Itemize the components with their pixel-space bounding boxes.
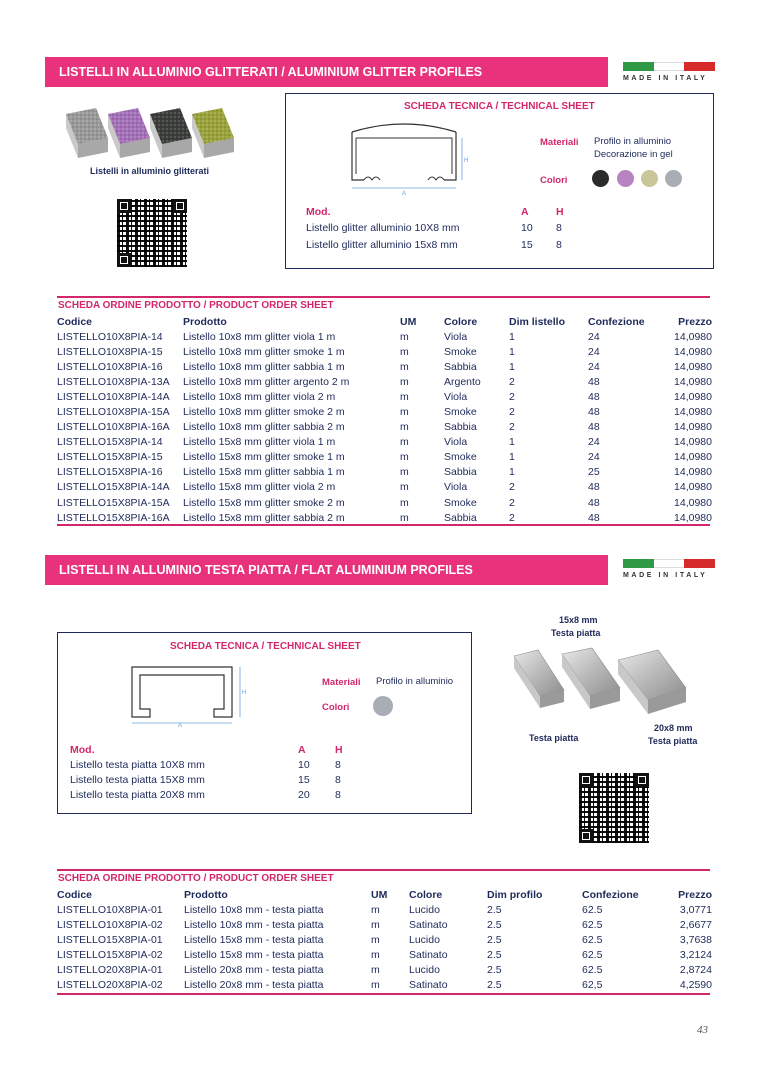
made-in-italy-flag <box>623 559 715 579</box>
page-number: 43 <box>697 1024 708 1036</box>
table-cell: Listello 10x8 mm glitter argento 2 m <box>183 375 350 388</box>
table-cell: 2,6677 <box>679 918 712 931</box>
table-cell: m <box>371 948 380 961</box>
table-cell: 14,0980 <box>674 466 712 479</box>
column-header: Dim listello <box>509 315 566 328</box>
table-cell: 14,0980 <box>674 481 712 494</box>
table-cell: 48 <box>588 511 600 524</box>
h-header: H <box>556 206 564 218</box>
image-label: 15x8 mm <box>559 615 598 625</box>
section1-banner: LISTELLI IN ALLUMINIO GLITTERATI / ALUMINIUM GLITTER PROFILES <box>45 57 608 87</box>
model-h: 8 <box>556 222 562 234</box>
swatch-silver <box>665 170 682 187</box>
table-cell: LISTELLO10X8PIA-15A <box>57 406 170 419</box>
table-cell: m <box>400 451 409 464</box>
image-label: Testa piatta <box>529 733 579 743</box>
table-cell: m <box>400 375 409 388</box>
table-cell: 2 <box>509 511 515 524</box>
column-header: UM <box>400 315 417 328</box>
table-cell: 62.5 <box>582 918 603 931</box>
table-cell: m <box>400 345 409 358</box>
model-name: Listello glitter alluminio 10X8 mm <box>306 222 460 234</box>
column-header: Prezzo <box>678 888 712 901</box>
table-row <box>57 435 712 450</box>
table-cell: Smoke <box>444 496 477 509</box>
model-a: 10 <box>298 759 310 771</box>
table-cell: LISTELLO10X8PIA-13A <box>57 375 170 388</box>
table-row <box>57 389 712 404</box>
table-cell: 1 <box>509 451 515 464</box>
table-cell: LISTELLO10X8PIA-01 <box>57 903 163 916</box>
order-sheet-title: SCHEDA ORDINE PRODOTTO / PRODUCT ORDER SHEET <box>58 873 334 884</box>
table-cell: m <box>400 511 409 524</box>
table-cell: LISTELLO10X8PIA-02 <box>57 918 163 931</box>
table-cell: Listello 20x8 mm - testa piatta <box>184 979 324 992</box>
glitter-profile <box>150 108 192 158</box>
order-table <box>57 887 712 993</box>
table-row <box>57 329 712 344</box>
table-row <box>57 344 712 359</box>
table-cell: 62.5 <box>582 963 603 976</box>
swatch-violet <box>617 170 634 187</box>
table-cell: 48 <box>588 406 600 419</box>
model-a: 20 <box>298 789 310 801</box>
glitter-profile <box>192 108 234 158</box>
table-row <box>57 420 712 435</box>
table-cell: Listello 10x8 mm glitter sabbia 1 m <box>183 360 345 373</box>
table-cell: 3,2124 <box>679 948 712 961</box>
table-cell: m <box>400 466 409 479</box>
table-cell: LISTELLO10X8PIA-14 <box>57 330 163 343</box>
table-cell: LISTELLO15X8PIA-15 <box>57 451 163 464</box>
svg-text:H: H <box>464 158 469 164</box>
glitter-profile <box>108 108 150 158</box>
table-cell: 14,0980 <box>674 511 712 524</box>
table-cell: Listello 15x8 mm glitter sabbia 1 m <box>183 466 345 479</box>
table-cell: LISTELLO15X8PIA-16A <box>57 511 170 524</box>
table-cell: Listello 10x8 mm glitter smoke 1 m <box>183 345 345 358</box>
materiali-line1: Profilo in alluminio <box>594 136 672 147</box>
table-cell: Satinato <box>409 979 448 992</box>
table-cell: Listello 15x8 mm glitter smoke 2 m <box>183 496 345 509</box>
svg-text:H: H <box>242 690 247 696</box>
table-cell: Sabbia <box>444 511 477 524</box>
table-cell: m <box>400 406 409 419</box>
table-cell: 14,0980 <box>674 375 712 388</box>
table-cell: Listello 10x8 mm glitter smoke 2 m <box>183 406 345 419</box>
table-cell: Smoke <box>444 451 477 464</box>
table-cell: 2 <box>509 496 515 509</box>
made-in-italy-label: MADE IN ITALY <box>623 75 708 82</box>
tech-sheet-panel <box>57 632 472 814</box>
divider <box>57 296 710 298</box>
table-row <box>57 947 712 962</box>
table-cell: 62.5 <box>582 933 603 946</box>
table-cell: 14,0980 <box>674 330 712 343</box>
table-cell: m <box>400 436 409 449</box>
table-cell: LISTELLO15X8PIA-15A <box>57 496 170 509</box>
profile-drawing <box>128 661 260 727</box>
mod-header: Mod. <box>70 744 95 756</box>
section2-banner: LISTELLI IN ALLUMINIO TESTA PIATTA / FLAT ALUMINIUM PROFILES <box>45 555 608 585</box>
table-cell: Listello 10x8 mm glitter viola 2 m <box>183 390 336 403</box>
table-row <box>57 465 712 480</box>
image-caption: Listelli in alluminio glitterati <box>90 166 210 176</box>
table-cell: LISTELLO15X8PIA-14A <box>57 481 170 494</box>
table-cell: 48 <box>588 481 600 494</box>
table-cell: m <box>400 481 409 494</box>
table-header-row <box>57 887 712 902</box>
column-header: Dim profilo <box>487 888 543 901</box>
table-cell: m <box>400 496 409 509</box>
table-row <box>57 404 712 419</box>
mod-header: Mod. <box>306 206 331 218</box>
table-cell: 14,0980 <box>674 436 712 449</box>
table-cell: m <box>400 360 409 373</box>
a-header: A <box>298 744 306 756</box>
table-cell: 2 <box>509 390 515 403</box>
order-table <box>57 314 712 525</box>
glitter-profiles-image <box>62 104 252 164</box>
table-cell: 2.5 <box>487 963 502 976</box>
table-cell: Smoke <box>444 406 477 419</box>
colori-label: Colori <box>322 702 350 713</box>
a-header: A <box>521 206 529 218</box>
table-cell: Listello 10x8 mm glitter viola 1 m <box>183 330 336 343</box>
table-cell: Lucido <box>409 933 440 946</box>
model-h: 8 <box>335 774 341 786</box>
table-cell: 48 <box>588 496 600 509</box>
table-cell: Listello 15x8 mm - testa piatta <box>184 948 324 961</box>
column-header: Confezione <box>588 315 645 328</box>
flat-profiles-image <box>510 644 700 724</box>
table-cell: m <box>400 390 409 403</box>
table-cell: 2.5 <box>487 903 502 916</box>
made-in-italy-flag <box>623 62 715 82</box>
table-cell: Listello 15x8 mm glitter sabbia 2 m <box>183 511 345 524</box>
swatch-sand <box>641 170 658 187</box>
materiali-line2: Decorazione in gel <box>594 149 673 160</box>
model-h: 8 <box>335 759 341 771</box>
table-cell: LISTELLO10X8PIA-14A <box>57 390 170 403</box>
table-row <box>57 510 712 525</box>
table-cell: 14,0980 <box>674 390 712 403</box>
table-cell: Listello 20x8 mm - testa piatta <box>184 963 324 976</box>
tech-sheet-title: SCHEDA TECNICA / TECHNICAL SHEET <box>170 641 361 652</box>
table-row <box>57 495 712 510</box>
table-cell: 48 <box>588 375 600 388</box>
table-cell: Viola <box>444 481 468 494</box>
model-a: 15 <box>521 239 533 251</box>
table-cell: 1 <box>509 436 515 449</box>
model-name: Listello testa piatta 20X8 mm <box>70 789 205 801</box>
table-cell: 24 <box>588 360 600 373</box>
table-row <box>57 962 712 977</box>
table-cell: m <box>400 421 409 434</box>
table-cell: 2 <box>509 481 515 494</box>
table-cell: 14,0980 <box>674 406 712 419</box>
tech-sheet-title: SCHEDA TECNICA / TECHNICAL SHEET <box>404 101 595 112</box>
image-label: Testa piatta <box>551 628 601 638</box>
materiali-label: Materiali <box>540 137 579 148</box>
profile-drawing <box>344 118 484 196</box>
table-cell: Listello 10x8 mm - testa piatta <box>184 918 324 931</box>
table-cell: 14,0980 <box>674 345 712 358</box>
table-cell: 14,0980 <box>674 421 712 434</box>
table-cell: m <box>371 933 380 946</box>
tech-sheet-panel <box>285 93 714 269</box>
table-cell: Argento <box>444 375 481 388</box>
table-cell: Listello 15x8 mm glitter viola 1 m <box>183 436 336 449</box>
table-cell: Listello 15x8 mm glitter smoke 1 m <box>183 451 345 464</box>
column-header: Codice <box>57 888 93 901</box>
table-cell: 2.5 <box>487 948 502 961</box>
table-cell: LISTELLO15X8PIA-02 <box>57 948 163 961</box>
column-header: Confezione <box>582 888 639 901</box>
swatch-black <box>592 170 609 187</box>
model-a: 15 <box>298 774 310 786</box>
model-name: Listello testa piatta 10X8 mm <box>70 759 205 771</box>
column-header: Prodotto <box>184 888 228 901</box>
table-cell: 1 <box>509 330 515 343</box>
model-name: Listello testa piatta 15X8 mm <box>70 774 205 786</box>
column-header: Colore <box>444 315 478 328</box>
table-cell: 14,0980 <box>674 360 712 373</box>
image-label: Testa piatta <box>648 736 698 746</box>
model-a: 10 <box>521 222 533 234</box>
swatch-silver <box>373 696 393 716</box>
table-cell: 24 <box>588 436 600 449</box>
qr-code[interactable] <box>579 773 649 843</box>
table-row <box>57 917 712 932</box>
table-header-row <box>57 314 712 329</box>
table-cell: 48 <box>588 390 600 403</box>
column-header: UM <box>371 888 388 901</box>
table-row <box>57 932 712 947</box>
table-cell: Listello 15x8 mm - testa piatta <box>184 933 324 946</box>
column-header: Prezzo <box>678 315 712 328</box>
table-cell: 24 <box>588 345 600 358</box>
made-in-italy-label: MADE IN ITALY <box>623 572 708 579</box>
table-cell: Listello 10x8 mm glitter sabbia 2 m <box>183 421 345 434</box>
table-row <box>57 374 712 389</box>
glitter-profile <box>66 108 108 158</box>
table-row <box>57 450 712 465</box>
table-cell: 2 <box>509 406 515 419</box>
table-cell: Satinato <box>409 948 448 961</box>
svg-text:A: A <box>178 723 183 727</box>
table-cell: 3,7638 <box>679 933 712 946</box>
column-header: Codice <box>57 315 93 328</box>
table-cell: 62.5 <box>582 903 603 916</box>
table-cell: 2.5 <box>487 918 502 931</box>
image-label: 20x8 mm <box>654 723 693 733</box>
order-sheet-title: SCHEDA ORDINE PRODOTTO / PRODUCT ORDER SHEET <box>58 300 334 311</box>
column-header: Colore <box>409 888 443 901</box>
table-cell: Sabbia <box>444 421 477 434</box>
table-cell: 2 <box>509 421 515 434</box>
table-cell: LISTELLO10X8PIA-16A <box>57 421 170 434</box>
colori-label: Colori <box>540 175 568 186</box>
qr-code[interactable] <box>117 199 187 267</box>
table-cell: Listello 15x8 mm glitter viola 2 m <box>183 481 336 494</box>
model-h: 8 <box>335 789 341 801</box>
table-cell: LISTELLO20X8PIA-01 <box>57 963 163 976</box>
h-header: H <box>335 744 343 756</box>
table-cell: m <box>371 903 380 916</box>
table-cell: LISTELLO10X8PIA-16 <box>57 360 163 373</box>
table-cell: 1 <box>509 466 515 479</box>
table-cell: LISTELLO15X8PIA-01 <box>57 933 163 946</box>
table-cell: 4,2590 <box>679 979 712 992</box>
divider <box>57 869 710 871</box>
table-cell: 14,0980 <box>674 496 712 509</box>
table-cell: m <box>371 963 380 976</box>
table-cell: Listello 10x8 mm - testa piatta <box>184 903 324 916</box>
table-cell: 1 <box>509 345 515 358</box>
table-cell: 25 <box>588 466 600 479</box>
table-row <box>57 902 712 917</box>
model-name: Listello glitter alluminio 15x8 mm <box>306 239 458 251</box>
table-cell: LISTELLO10X8PIA-15 <box>57 345 163 358</box>
model-h: 8 <box>556 239 562 251</box>
table-cell: 24 <box>588 451 600 464</box>
table-cell: 48 <box>588 421 600 434</box>
divider <box>57 993 710 995</box>
table-cell: 24 <box>588 330 600 343</box>
table-row <box>57 977 712 992</box>
table-cell: LISTELLO15X8PIA-14 <box>57 436 163 449</box>
table-cell: 2.5 <box>487 979 502 992</box>
table-cell: Viola <box>444 390 468 403</box>
table-cell: m <box>371 918 380 931</box>
table-cell: 62.5 <box>582 948 603 961</box>
table-cell: Satinato <box>409 918 448 931</box>
table-row <box>57 480 712 495</box>
table-cell: 2,8724 <box>679 963 712 976</box>
table-cell: Sabbia <box>444 466 477 479</box>
table-cell: Viola <box>444 330 468 343</box>
table-cell: 14,0980 <box>674 451 712 464</box>
table-cell: Smoke <box>444 345 477 358</box>
table-cell: Lucido <box>409 963 440 976</box>
table-cell: 2.5 <box>487 933 502 946</box>
table-cell: m <box>400 330 409 343</box>
svg-text:A: A <box>402 191 407 196</box>
table-cell: 62,5 <box>582 979 603 992</box>
table-cell: Lucido <box>409 903 440 916</box>
table-cell: 1 <box>509 360 515 373</box>
column-header: Prodotto <box>183 315 227 328</box>
table-cell: 3,0771 <box>679 903 712 916</box>
table-cell: Sabbia <box>444 360 477 373</box>
table-cell: 2 <box>509 375 515 388</box>
table-cell: Viola <box>444 436 468 449</box>
table-cell: LISTELLO15X8PIA-16 <box>57 466 163 479</box>
materiali-value: Profilo in alluminio <box>376 676 454 687</box>
divider <box>57 524 710 526</box>
table-row <box>57 359 712 374</box>
materiali-label: Materiali <box>322 677 361 688</box>
table-cell: m <box>371 979 380 992</box>
table-cell: LISTELLO20X8PIA-02 <box>57 979 163 992</box>
